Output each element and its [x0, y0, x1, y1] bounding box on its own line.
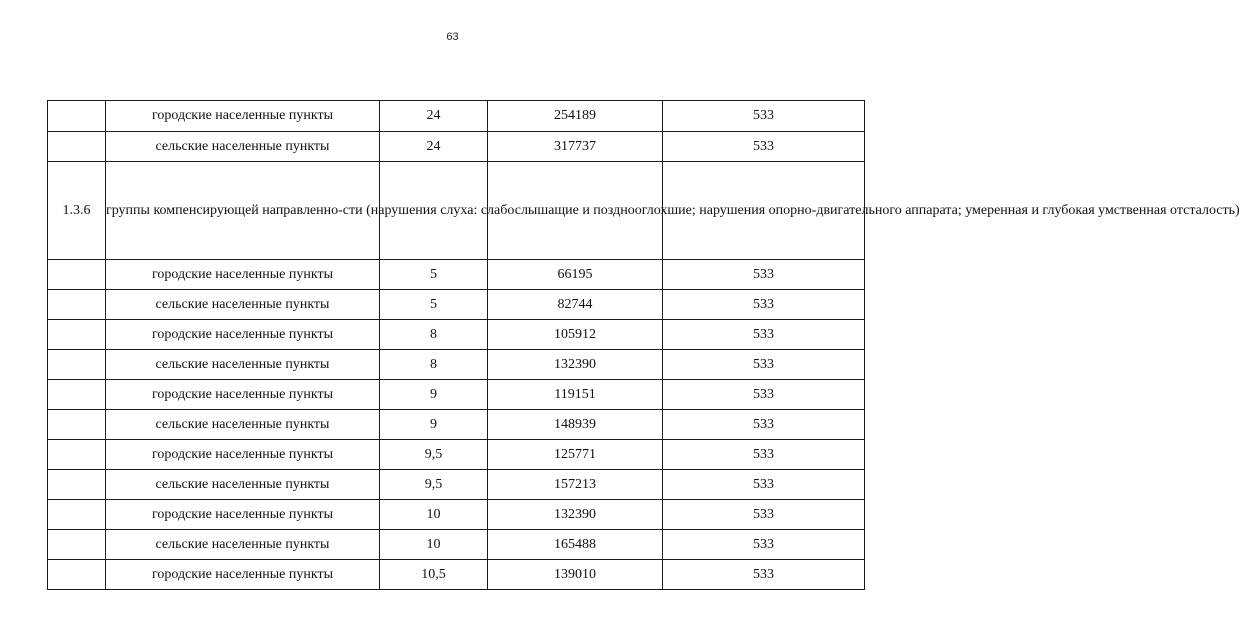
- hours-cell: 8: [380, 350, 488, 380]
- hours-cell: 9,5: [380, 470, 488, 500]
- table-row: [48, 560, 865, 590]
- amount-cell: 148939: [488, 410, 663, 440]
- row-number-cell: [48, 290, 106, 320]
- table-row: [48, 500, 865, 530]
- hours-cell: 9: [380, 410, 488, 440]
- row-number-cell: [48, 101, 106, 132]
- row-number-cell: [48, 260, 106, 290]
- row-number-cell: [48, 320, 106, 350]
- row-number-cell: [48, 380, 106, 410]
- settlement-type-cell: городские населенные пункты: [106, 260, 380, 290]
- settlement-type-cell: городские населенные пункты: [106, 440, 380, 470]
- hours-cell: 24: [380, 101, 488, 132]
- hours-cell: 10: [380, 530, 488, 560]
- settlement-type-cell: сельские населенные пункты: [106, 350, 380, 380]
- tariff-table: [47, 100, 1240, 590]
- hours-cell: 10: [380, 500, 488, 530]
- amount-cell: 66195: [488, 260, 663, 290]
- settlement-type-cell: городские населенные пункты: [106, 320, 380, 350]
- table-row: [48, 101, 865, 132]
- row-number-cell: [48, 350, 106, 380]
- extra-cell: 533: [663, 260, 865, 290]
- extra-cell: 533: [663, 470, 865, 500]
- settlement-type-cell: сельские населенные пункты: [106, 470, 380, 500]
- extra-cell: 533: [663, 560, 865, 590]
- extra-cell: 533: [663, 500, 865, 530]
- table-row: [48, 530, 865, 560]
- hours-cell: 8: [380, 320, 488, 350]
- hours-cell: 9: [380, 380, 488, 410]
- settlement-type-cell: сельские населенные пункты: [106, 530, 380, 560]
- group-header-row: [48, 162, 865, 260]
- row-number-cell: [48, 440, 106, 470]
- settlement-type-cell: городские населенные пункты: [106, 500, 380, 530]
- amount-cell: 139010: [488, 560, 663, 590]
- table-row: [48, 350, 865, 380]
- amount-cell: 157213: [488, 470, 663, 500]
- amount-cell: 132390: [488, 350, 663, 380]
- row-number-cell: [48, 132, 106, 162]
- extra-cell: 533: [663, 530, 865, 560]
- amount-cell: 125771: [488, 440, 663, 470]
- amount-cell: 119151: [488, 380, 663, 410]
- row-number-cell: [48, 500, 106, 530]
- amount-cell: 132390: [488, 500, 663, 530]
- row-number-cell: [48, 470, 106, 500]
- hours-cell: 10,5: [380, 560, 488, 590]
- hours-cell: 5: [380, 260, 488, 290]
- table-row: [48, 260, 865, 290]
- row-number-cell: [48, 530, 106, 560]
- amount-cell: 317737: [488, 132, 663, 162]
- settlement-type-cell: городские населенные пункты: [106, 560, 380, 590]
- extra-cell: 533: [663, 132, 865, 162]
- table-row: [48, 410, 865, 440]
- group-description-cell: группы компенсирующей направленно-сти (нарушения слуха: слабослышащие и позднооглохшие; нарушения опорно-двигательного аппарата; умеренная и глубокая умственная отсталость): [106, 162, 380, 260]
- extra-cell: 533: [663, 290, 865, 320]
- settlement-type-cell: сельские населенные пункты: [106, 132, 380, 162]
- settlement-type-cell: сельские населенные пункты: [106, 410, 380, 440]
- amount-cell: 165488: [488, 530, 663, 560]
- extra-cell: 533: [663, 440, 865, 470]
- settlement-type-cell: городские населенные пункты: [106, 101, 380, 132]
- hours-cell: 5: [380, 290, 488, 320]
- extra-cell: 533: [663, 410, 865, 440]
- page-number: 63: [446, 31, 459, 43]
- amount-cell: 254189: [488, 101, 663, 132]
- row-number-cell: [48, 560, 106, 590]
- row-number-cell: [48, 410, 106, 440]
- extra-cell: 533: [663, 101, 865, 132]
- amount-cell: 105912: [488, 320, 663, 350]
- settlement-type-cell: городские населенные пункты: [106, 380, 380, 410]
- amount-cell: 82744: [488, 290, 663, 320]
- hours-cell: 24: [380, 132, 488, 162]
- extra-cell: 533: [663, 320, 865, 350]
- extra-cell: 533: [663, 380, 865, 410]
- table-row: [48, 290, 865, 320]
- table-row: [48, 440, 865, 470]
- table-row: [48, 320, 865, 350]
- hours-cell: 9,5: [380, 440, 488, 470]
- table-row: [48, 380, 865, 410]
- group-number-cell: 1.3.6: [48, 162, 106, 260]
- table-row: [48, 470, 865, 500]
- settlement-type-cell: сельские населенные пункты: [106, 290, 380, 320]
- table-row: [48, 132, 865, 162]
- extra-cell: 533: [663, 350, 865, 380]
